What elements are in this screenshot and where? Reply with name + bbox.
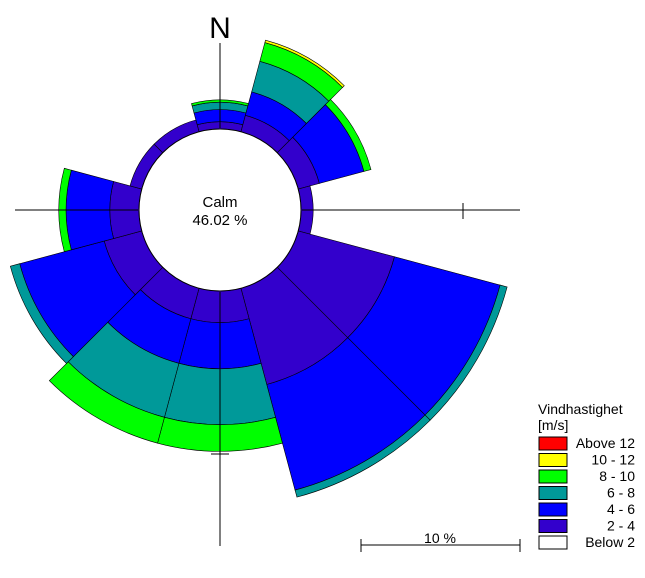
legend-swatch-3	[539, 470, 567, 483]
legend-swatch-2	[539, 454, 567, 467]
legend-title: Vindhastighet	[538, 401, 623, 417]
calm-label: Calm	[202, 194, 238, 211]
legend-swatch-1	[539, 437, 567, 450]
legend-swatch-7	[539, 536, 567, 549]
scale-bar	[361, 530, 520, 552]
legend-swatch-6	[539, 520, 567, 533]
legend-label-2: 10 - 12	[591, 451, 635, 468]
legend-label-3: 8 - 10	[599, 468, 635, 484]
legend-swatch-4	[539, 487, 567, 500]
legend-unit: [m/s]	[538, 417, 569, 433]
legend-label-1: Above 12	[575, 435, 635, 451]
legend-swatch-5	[539, 503, 567, 516]
legend-label-5: 4 - 6	[606, 501, 635, 517]
calm-value: 46.02 %	[192, 212, 248, 229]
legend-label-7: Below 2	[585, 534, 635, 550]
legend-label-6: 2 - 4	[606, 517, 635, 534]
scale-bar-label: 10 %	[424, 530, 456, 546]
legend	[538, 401, 635, 550]
legend-label-4: 6 - 8	[606, 484, 635, 501]
north-label: N	[209, 12, 231, 45]
